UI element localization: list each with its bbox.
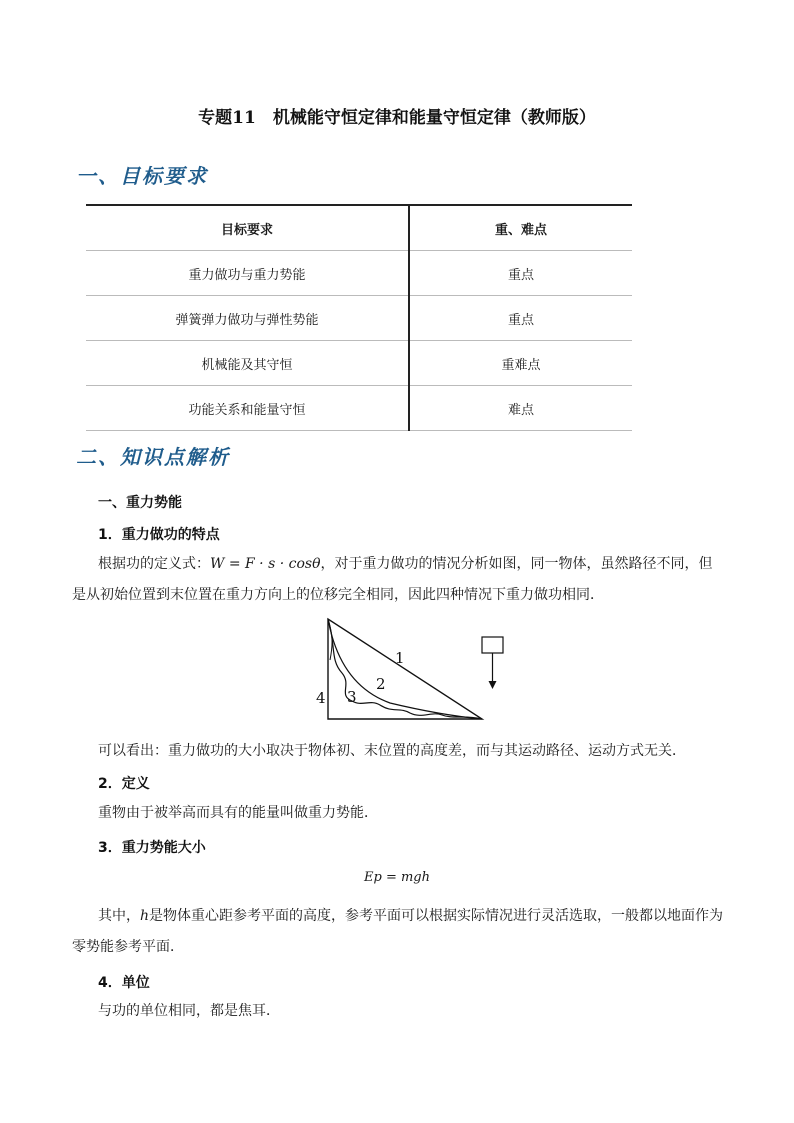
box-icon [482, 637, 503, 653]
table-header-row [86, 205, 632, 251]
table-header-cell: 目标要求 [86, 205, 409, 251]
table-cell: 机械能及其守恒 [86, 341, 409, 386]
item-heading: 4．单位 [98, 975, 150, 991]
paragraph-work-definition [72, 549, 724, 611]
potential-energy-formula: Ep = mgh [364, 870, 430, 885]
arrow-head-icon [489, 681, 497, 689]
item-heading: 3．重力势能大小 [98, 840, 206, 856]
variable-h: h [140, 908, 150, 924]
figure-label-1: 1 [395, 649, 405, 667]
section-heading-goals: 一、目标要求 [76, 164, 208, 188]
section-heading-knowledge: 二、知识点解析 [76, 445, 230, 469]
figure-label-4: 4 [316, 689, 326, 707]
figure-label-2: 2 [376, 675, 386, 693]
subsection-heading: 一、重力势能 [98, 495, 182, 511]
paragraph-text: 是物体重心距参考平面的高度，参考平面可以根据实际情况进行灵活选取，一般都以地面作为零势能参考平面． [72, 908, 724, 955]
table-cell: 弹簧弹力做功与弹性势能 [86, 296, 409, 341]
paragraph-conclusion: 可以看出：重力做功的大小取决于物体初、末位置的高度差，而与其运动路径、运动方式无关． [98, 743, 686, 759]
table-row [86, 341, 632, 386]
table-cell: 重难点 [409, 341, 632, 386]
table-cell: 重点 [409, 296, 632, 341]
table-cell: 重点 [409, 251, 632, 296]
paragraph-text: 根据功的定义式： [98, 556, 210, 572]
paragraph-definition: 重物由于被举高而具有的能量叫做重力势能． [98, 805, 378, 821]
table-row [86, 251, 632, 296]
work-formula: W = F · s · cosθ [210, 556, 321, 572]
paragraph-text: 其中， [98, 908, 140, 924]
table-cell: 功能关系和能量守恒 [86, 386, 409, 431]
item-heading: 2．定义 [98, 776, 150, 792]
table-header-cell: 重、难点 [409, 205, 632, 251]
table-cell: 重力做功与重力势能 [86, 251, 409, 296]
figure-label-3: 3 [347, 688, 357, 706]
table-row [86, 296, 632, 341]
gravity-work-paths-figure [300, 615, 515, 730]
document-title: 专题11 机械能守恒定律和能量守恒定律（教师版） [198, 108, 596, 128]
table-row [86, 386, 632, 431]
paragraph-text: ，对于重力做功的情况分析如图，同一物体，虽然路径不同，但是从初始位置到末位置在重力方向上的位移完全相同，因此四种情况下重力做功相同． [72, 556, 713, 603]
goals-table [86, 204, 632, 431]
table-cell: 难点 [409, 386, 632, 431]
paragraph-unit: 与功的单位相同，都是焦耳． [98, 1003, 280, 1019]
item-heading: 1．重力做功的特点 [98, 527, 220, 543]
paragraph-height [72, 901, 724, 963]
